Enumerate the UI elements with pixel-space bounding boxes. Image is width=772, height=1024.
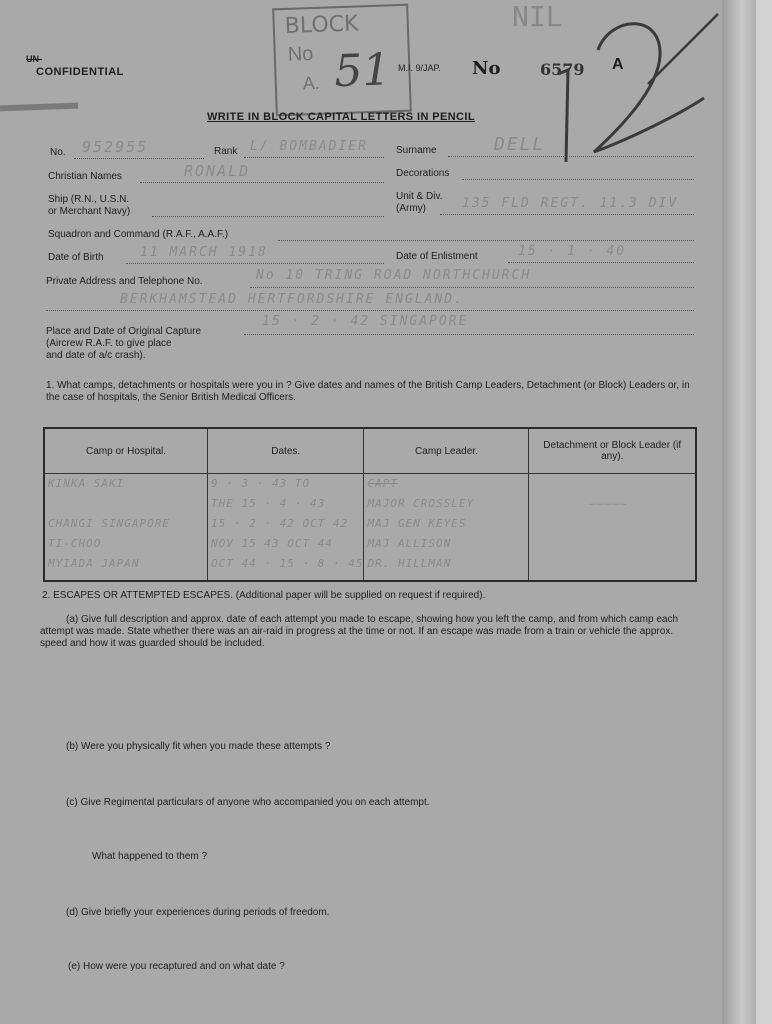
- camp-column-header: Camp or Hospital.: [44, 428, 208, 474]
- enlistment-line: [508, 262, 694, 263]
- question-1: 1. What camps, detachments or hospitals were you in ? Give dates and names of the British Camp Leaders, Detachment (or Block) Leaders or, in the case of hospitals, the Senior British Medical Officers.: [46, 380, 690, 403]
- leader-column: [364, 474, 529, 582]
- rank-value: L/ BOMBADIER: [250, 139, 368, 154]
- decorations-line: [462, 179, 694, 180]
- address-label: Private Address and Telephone No.: [46, 276, 203, 287]
- dob-value: 11 MARCH 1918: [140, 245, 268, 260]
- stamp-number: 51: [333, 44, 392, 98]
- camp-entry: KINKA SAKI: [48, 477, 125, 490]
- form-number: 6579: [540, 60, 585, 79]
- address-value-1: No 10 TRING ROAD NORTHCHURCH: [256, 268, 532, 283]
- camp-entry: TI-CHOO: [48, 537, 102, 550]
- dob-line: [126, 263, 384, 264]
- christian-names-line: [140, 182, 384, 183]
- camp-entry: MYIADA JAPAN: [48, 557, 140, 570]
- camps-table: [43, 427, 697, 582]
- surname-value: DELL: [494, 134, 546, 155]
- capture-value: 15 · 2 · 42 SINGAPORE: [262, 314, 469, 329]
- address-line-1: [250, 287, 694, 288]
- squadron-label: Squadron and Command (R.A.F., A.A.F.): [48, 229, 229, 240]
- detachment-entry: [529, 554, 695, 574]
- date-entry: OCT 44 · 15 · 8 · 45: [211, 557, 364, 570]
- confidential-label: CONFIDENTIAL: [36, 66, 124, 78]
- detachment-entry: —————: [589, 497, 628, 510]
- surname-label: Surname: [396, 145, 437, 156]
- leader-column-header: Camp Leader.: [364, 428, 529, 474]
- question-2b: (b) Were you physically fit when you made these attempts ?: [66, 741, 331, 752]
- surname-line: [448, 156, 694, 157]
- capture-label-3: and date of a/c crash).: [46, 350, 146, 361]
- christian-names-label: Christian Names: [48, 171, 122, 182]
- no-line: [74, 158, 204, 159]
- camp-entry: [45, 494, 207, 514]
- staple-mark: [0, 103, 78, 112]
- leader-entry: MAJ ALLISON: [367, 537, 452, 550]
- unit-label-2: (Army): [396, 203, 426, 214]
- dates-column-header: Dates.: [208, 428, 364, 474]
- leader-entry: MAJ GEN KEYES: [367, 517, 467, 530]
- unit-value: 135 FLD REGT. 11.3 DIV: [462, 196, 679, 211]
- stamp-a-text: A.: [302, 72, 321, 94]
- ship-line: [152, 216, 384, 217]
- date-entry: NOV 15 43 OCT 44: [211, 537, 333, 550]
- detachment-entry: [529, 514, 695, 534]
- enlistment-label: Date of Enlistment: [396, 251, 478, 262]
- block-stamp: [272, 4, 412, 117]
- handwritten-12-mark: [540, 2, 730, 162]
- capture-label-1: Place and Date of Original Capture: [46, 326, 202, 337]
- dates-column: [208, 474, 364, 582]
- question-2e: (e) How were you recaptured and on what date ?: [68, 961, 285, 972]
- address-value-2: BERKHAMSTEAD HERTFORDSHIRE ENGLAND.: [120, 292, 464, 307]
- no-value: 952955: [82, 138, 149, 156]
- instruction-heading: WRITE IN BLOCK CAPITAL LETTERS IN PENCIL: [207, 111, 475, 123]
- christian-names-value: RONALD: [184, 162, 251, 180]
- question-2c: (c) Give Regimental particulars of anyone who accompanied you on each attempt.: [66, 797, 430, 808]
- detachment-column: [529, 474, 696, 582]
- address-line-2: [46, 310, 694, 311]
- ship-label-2: or Merchant Navy): [48, 206, 131, 217]
- camp-column: [44, 474, 208, 582]
- rank-line: [244, 157, 384, 158]
- decorations-label: Decorations: [396, 168, 450, 179]
- leader-entry: CAPT: [367, 477, 398, 490]
- form-suffix: A: [612, 56, 624, 73]
- question-2d: (d) Give briefly your experiences during periods of freedom.: [66, 907, 330, 918]
- unconfidential-prefix: UN-: [26, 54, 42, 64]
- enlistment-value: 15 · 1 · 40: [518, 244, 627, 259]
- capture-label-2: (Aircrew R.A.F. to give place: [46, 338, 172, 349]
- date-entry: THE 15 · 4 · 43: [211, 497, 326, 510]
- detachment-column-header: Detachment or Block Leader (if any).: [529, 428, 696, 474]
- dob-label: Date of Birth: [48, 252, 104, 263]
- page-stack-edge-outer: [756, 0, 772, 1024]
- date-entry: 9 · 3 · 43 TO: [211, 477, 311, 490]
- no-label: No.: [50, 147, 66, 158]
- leader-entry: MAJOR CROSSLEY: [367, 497, 475, 510]
- capture-line: [244, 334, 694, 335]
- number-label: No: [472, 58, 501, 79]
- nil-mark: NIL: [512, 0, 563, 33]
- question-2a: (a) Give full description and approx. date of each attempt you made to escape, showing how you left the camp, and from which camp each attempt was made. State whether there was an air-raid in progress at the time or not. If an escape was made from a train or vehicle the approx. speed and how it was guarded should be included.: [40, 614, 679, 649]
- squadron-line: [278, 240, 694, 241]
- stamp-block-text: BLOCK: [284, 11, 359, 39]
- detachment-entry: [529, 474, 695, 494]
- mi-reference: M.I. 9/JAP.: [398, 63, 441, 73]
- camp-entry: CHANGI SINGAPORE: [48, 517, 170, 530]
- date-entry: 15 · 2 · 42 OCT 42: [211, 517, 349, 530]
- detachment-entry: [529, 534, 695, 554]
- section-2-title: 2. ESCAPES OR ATTEMPTED ESCAPES. (Additional paper will be supplied on request if required).: [42, 590, 486, 601]
- stamp-no-text: No: [287, 43, 314, 66]
- rank-label: Rank: [214, 146, 238, 157]
- ship-label-1: Ship (R.N., U.S.N.: [48, 194, 130, 205]
- unit-line: [440, 214, 694, 215]
- question-2c-followup: What happened to them ?: [92, 851, 208, 862]
- unit-label-1: Unit & Div.: [396, 191, 443, 202]
- leader-entry: DR. HILLMAN: [367, 557, 452, 570]
